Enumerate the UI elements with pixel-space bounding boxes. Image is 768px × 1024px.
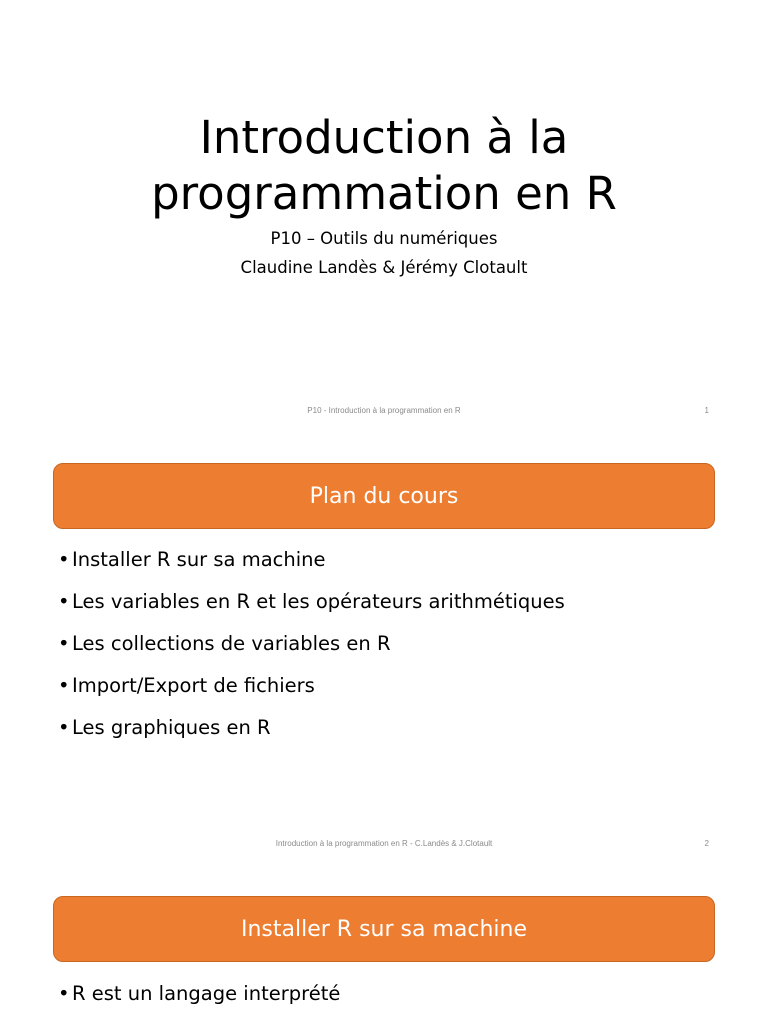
bullet-icon: • bbox=[58, 632, 70, 655]
list-item bbox=[58, 714, 565, 756]
list-item-text: Import/Export de fichiers bbox=[72, 674, 315, 697]
slide-footer: Introduction à la programmation en R - C.Landès & J.Clotault bbox=[275, 839, 493, 848]
bullet-list bbox=[58, 546, 565, 756]
list-item-text: R est un langage interprété bbox=[72, 982, 341, 1005]
bullet-icon: • bbox=[58, 548, 70, 571]
banner-title: Plan du cours bbox=[309, 484, 459, 509]
list-item bbox=[58, 588, 565, 630]
list-item-text: Les graphiques en R bbox=[72, 716, 271, 739]
slide-title-line-2: programmation en R bbox=[151, 167, 617, 220]
page-number: 1 bbox=[704, 406, 709, 415]
slide-2 bbox=[0, 433, 768, 865]
slide-1 bbox=[0, 0, 768, 432]
page-number: 2 bbox=[704, 839, 709, 848]
bullet-list bbox=[58, 980, 340, 1022]
slide-3 bbox=[0, 866, 768, 1024]
slide-title-line-1: Introduction à la bbox=[199, 111, 569, 164]
list-item-text: Les collections de variables en R bbox=[72, 632, 391, 655]
bullet-icon: • bbox=[58, 716, 70, 739]
slide-footer: P10 - Introduction à la programmation en R bbox=[307, 406, 461, 415]
list-item-text: Installer R sur sa machine bbox=[72, 548, 326, 571]
course-code-subtitle: P10 – Outils du numériques bbox=[270, 229, 498, 248]
authors-subtitle: Claudine Landès & Jérémy Clotault bbox=[240, 258, 528, 277]
list-item bbox=[58, 546, 565, 588]
bullet-icon: • bbox=[58, 674, 70, 697]
bullet-icon: • bbox=[58, 982, 70, 1005]
list-item bbox=[58, 672, 565, 714]
list-item-text: Les variables en R et les opérateurs arithmétiques bbox=[72, 590, 565, 613]
slide-title bbox=[0, 110, 768, 222]
section-banner bbox=[53, 896, 715, 962]
list-item bbox=[58, 980, 340, 1022]
bullet-icon: • bbox=[58, 590, 70, 613]
list-item bbox=[58, 630, 565, 672]
banner-title: Installer R sur sa machine bbox=[241, 917, 527, 942]
section-banner bbox=[53, 463, 715, 529]
